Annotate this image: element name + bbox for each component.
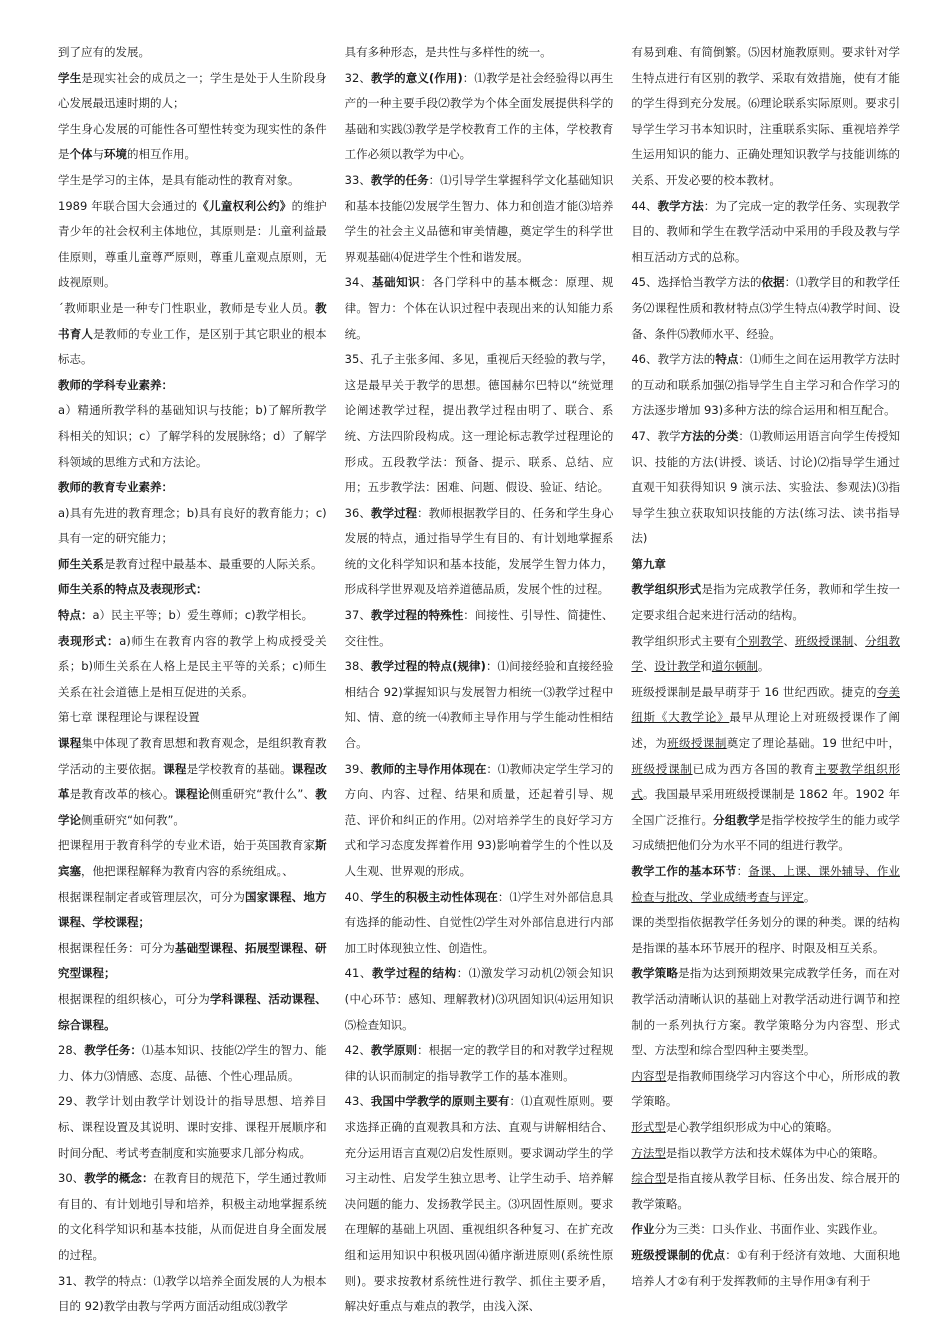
text-run: 奠定了理论基础。19 世纪中叶，: [726, 736, 901, 751]
text-run: 教学组织形式主要有: [631, 633, 737, 648]
text-run: 、: [783, 633, 796, 648]
bold-text-run: 第九章: [631, 556, 666, 571]
paragraph: [631, 961, 900, 1063]
text-run: 46、教学方法的: [631, 352, 716, 367]
text-run: 、: [642, 659, 655, 674]
bold-text-run: 教学原则: [370, 1043, 418, 1058]
paragraph: [58, 629, 327, 706]
text-run: 。: [757, 659, 770, 674]
bold-text-run: 个体: [69, 147, 93, 162]
text-run: 44、: [631, 198, 658, 213]
text-run: 37、: [344, 608, 371, 623]
bold-text-run: 斯宾塞: [58, 838, 327, 878]
underlined-text-run: 形式型: [631, 1119, 666, 1134]
paragraph: [58, 731, 327, 833]
paragraph: [58, 117, 327, 168]
text-run: a)具有先进的教育理念；b)具有良好的教育能力；c)具有一定的研究能力；: [58, 505, 327, 546]
text-run: 31、教学的特点：⑴教学以培养全面发展的人为根本目的 92)教学由教与学两方面活动组成⑶教学: [58, 1273, 327, 1314]
paragraph: [345, 885, 614, 962]
paragraph: [58, 885, 327, 936]
text-run: ：⑴教学是社会经验得以再生产的一种主要手段⑵教学为个体全面发展提供科学的基础和实践⑶教学是学校教育工作的主体，学校教育工作必须以教学为中心。: [344, 70, 614, 162]
paragraph: [631, 270, 900, 347]
bold-text-run: 我国中学教学的原则主要有: [370, 1094, 510, 1109]
text-run: 的相互作用。: [127, 147, 196, 162]
paragraph: [58, 194, 327, 296]
text-run: 38、: [344, 659, 371, 674]
underlined-text-run: 夸美纽斯《大教学论》: [631, 684, 901, 725]
text-run: a)师生在教育内容的教学上构成授受关系；b)师生关系在人格上是民主平等的关系；c)师生关系在社会道德上是相互促进的关系。: [58, 633, 327, 699]
paragraph: [345, 654, 614, 756]
paragraph: [345, 757, 614, 885]
paragraph: [345, 270, 614, 347]
paragraph: [58, 1166, 327, 1268]
text-run: ：间接性、引导性、简捷性、交往性。: [344, 608, 614, 648]
text-run: ：⑴引导学生掌握科学文化基础知识和基本技能⑵发展学生智力、体力和创造才能⑶培养学生的社会主义品德和审美情趣，奠定学生的科学世界观基础⑷促进学生个性和谐发展。: [344, 172, 614, 264]
text-column-2: [345, 40, 614, 1330]
text-run: ：: [736, 864, 749, 878]
text-run: 分为三类：口头作业、书面作业、实践作业。: [654, 1222, 885, 1237]
bold-text-run: 教师的学科专业素养：: [58, 377, 173, 392]
text-run: 最早从理论上对班级授课作了阐述，为: [631, 710, 901, 751]
text-run: 侧重研究“如何教”。: [81, 812, 185, 827]
text-run: 是指学校按学生的能力或学习成绩把他们分为水平不同的组进行教学。: [631, 812, 901, 853]
text-run: 集中体现了教育思想和教育观念，是组织教育教学活动的主要依据。: [58, 736, 327, 776]
paragraph: [58, 501, 327, 552]
paragraph: [58, 475, 327, 501]
text-run: 32、: [344, 70, 371, 85]
bold-text-run: 师生关系的特点及表现形式：: [58, 582, 208, 597]
text-run: 。: [803, 889, 816, 904]
text-run: 是学校教育的基础。: [186, 761, 292, 776]
text-run: ：⑴教师决定学生学习的方向、内容、过程、结果和质量，还起着引导、规范、评价和纠正的作用。⑵对培养学生的良好学习方式和学习态度发挥着作用 93)影响着学生的个性以及人生观、世界观的形成。: [344, 761, 614, 878]
text-run: 在教育目的规范下，学生通过教师有目的、有计划地引导和培养，积极主动地掌握系统的文化科学知识和基本技能，从而促进自身全面发展的过程。: [58, 1171, 327, 1262]
paragraph: [631, 680, 900, 859]
text-run: 的维护青少年的社会权利主体地位，其原则是：儿童利益最佳原则，尊重儿童尊严原则，尊重儿童观点原则，无歧视原则。: [58, 198, 327, 290]
bold-text-run: 国家课程、地方课程、学校课程；: [58, 889, 327, 930]
underlined-text-run: 道尔顿制: [711, 659, 758, 674]
text-run: 是教师的专业工作，是区别于其它职业的根本标志。: [58, 326, 327, 367]
bold-text-run: 教学工作的基本环节: [631, 864, 737, 878]
underlined-text-run: 班级授课制: [667, 736, 727, 751]
bold-text-run: 方法的分类: [680, 428, 739, 443]
paragraph: [345, 66, 614, 168]
text-run: 课的类型指依据教学任务划分的课的种类。课的结构是指课的基本环节展开的程序、时限及相互关系。: [631, 915, 901, 955]
paragraph: [631, 1141, 900, 1167]
text-run: 班级授课制是最早萌芽于 16 世纪西欧。捷克的: [631, 684, 877, 699]
bold-text-run: 师生关系: [58, 556, 104, 571]
bold-text-run: 依据: [761, 275, 785, 290]
text-run: ：⑴教学目的和教学任务⑵课程性质和教材特点⑶学生特点⑷教学时间、设备、条件⑸教师水平、经验。: [631, 275, 901, 341]
text-run: 43、: [344, 1094, 371, 1109]
paragraph: [631, 194, 900, 271]
text-run: 根据课程的组织核心，可分为: [58, 991, 210, 1006]
bold-text-run: 班级授课制的优点: [631, 1247, 726, 1262]
paragraph: [631, 347, 900, 424]
text-run: 侧重研究“教什么”、: [209, 787, 316, 802]
text-run: 根据课程制定者或管理层次，可分为: [58, 889, 246, 904]
text-run: 已成为西方各国的教育: [692, 761, 816, 776]
text-run: 是指直接从教学目标、任务出发、综合展开的教学策略。: [631, 1171, 901, 1211]
paragraph: [58, 398, 327, 475]
underlined-text-run: 班级授课制: [795, 633, 854, 648]
bold-text-run: 基础型课程、拓展型课程、研究型课程；: [58, 940, 327, 981]
text-run: a）精通所教学科的基础知识与技能；b)了解所教学科相关的知识；c）了解学科的发展脉络；d）了解学科领域的思维方式和方法论。: [58, 403, 327, 469]
paragraph: [58, 1269, 327, 1320]
text-run: ˊ教师职业是一种专门性职业，教师是专业人员。: [58, 300, 316, 315]
paragraph: [345, 961, 614, 1038]
text-run: 根据课程任务：可分为: [58, 940, 175, 955]
underlined-text-run: 设计教学: [654, 659, 701, 674]
text-run: 33、: [344, 172, 371, 187]
text-run: 是现实社会的成员之一；学生是处于人生阶段身心发展最迅速时期的人；: [58, 70, 327, 111]
text-run: ：⑴直观性原则。要求选择正确的直观教具和方法、直观与讲解相结合、充分运用语言直观⑵启发性原则。要求调动学生的学习主动性、启发学生独立思考、让学生动手、培养解决问题的能力、发扬教学民主。⑶巩固性原则。要求在理解的基础上巩固、重视组织各种复习、在扩充改组和运用知识中积极巩固⑷循序渐进原则(系统性原则)。要求按教材系统性进行教学、抓住主要矛盾，解决好重点与难点的教学，由浅入深、: [344, 1094, 614, 1314]
paragraph: [631, 910, 900, 961]
underlined-text-run: 班级授课制: [631, 761, 693, 776]
paragraph: [631, 424, 900, 552]
paragraph: [58, 577, 327, 603]
bold-text-run: 教学组织形式: [631, 582, 702, 597]
text-run: 。我国最早采用班级授课制是 1862 年。1902 年全国广泛推行。: [631, 787, 901, 827]
bold-text-run: 教学的任务: [370, 172, 429, 187]
text-run: 28、: [58, 1043, 85, 1058]
bold-text-run: 作业: [631, 1222, 655, 1237]
text-run: 47、教学: [631, 428, 681, 443]
paragraph: [58, 833, 327, 884]
paragraph: [58, 40, 327, 66]
bold-text-run: 教学策略: [631, 966, 679, 981]
text-run: 到了应有的发展。: [58, 45, 150, 59]
bold-text-run: 教学任务：: [84, 1043, 142, 1058]
text-run: 与: [92, 147, 104, 162]
bold-text-run: 表现形式：: [58, 633, 120, 648]
underlined-text-run: 综合型: [631, 1171, 667, 1186]
text-run: ：⑴教师运用语言向学生传授知识、技能的方法(讲授、谈话、讨论)⑵指导学生通过直观干知获得知识 9 演示法、实验法、参观法)⑶指导学生独立获取知识技能的方法(练习法、读书指导法): [631, 428, 901, 546]
text-run: 是心教学组织形成为中心的策略。: [665, 1119, 839, 1134]
text-run: 1989 年联合国大会通过的: [58, 198, 198, 213]
text-run: 36、: [344, 505, 371, 520]
text-run: 是指为达到预期效果完成教学任务，而在对教学活动清晰认识的基础上对教学活动进行调节和控制的一系列执行方案。教学策略分为内容型、形式型、方法型和综合型四种主要类型。: [631, 966, 901, 1058]
text-run: 39、: [344, 761, 371, 776]
bold-text-run: 环境: [104, 147, 127, 162]
bold-text-run: 学科课程、活动课程、综合课程。: [58, 991, 327, 1032]
text-run: 是指为完成教学任务，教师和学生按一定要求组合起来进行活动的结构。: [631, 582, 901, 623]
text-run: 是指教师围绕学习内容这个中心，所形成的教学策略。: [631, 1068, 901, 1109]
text-run: 42、: [344, 1043, 371, 1058]
bold-text-run: 基础知识: [372, 275, 421, 290]
paragraph: [58, 705, 327, 731]
paragraph: [58, 373, 327, 399]
bold-text-run: 特点: [715, 352, 739, 367]
text-run: a）民主平等；b）爱生尊师；c)教学相长。: [92, 608, 314, 623]
text-run: 第七章 课程理论与课程设置: [58, 710, 200, 725]
paragraph: [631, 1115, 900, 1141]
bold-text-run: 教师的教育专业素养：: [58, 480, 173, 495]
text-run: 是教育过程中最基本、最重要的人际关系。: [104, 556, 323, 571]
text-run: ：教师根据教学目的、任务和学生身心发展的特点，通过指导学生有目的、有计划地掌握系统的文化科学知识和基本技能，发展学生智力体力，形成科学世界观及培养道德品质，发展个性的过程。: [344, 505, 614, 597]
paragraph: [345, 1089, 614, 1319]
paragraph: [58, 603, 327, 629]
underlined-text-run: 主要教学组织形式: [631, 761, 901, 802]
text-run: 学生是学习的主体，是具有能动性的教育对象。: [58, 172, 300, 187]
text-run: ：⑴激发学习动机⑵领会知识(中心环节：感知、理解教材)⑶巩固知识⑷运用知识⑸检查知识。: [344, 966, 614, 1032]
text-column-1: [58, 40, 327, 1330]
paragraph: [631, 1243, 900, 1294]
paragraph: [58, 66, 327, 117]
paragraph: [631, 1217, 900, 1243]
text-run: 学生身心发展的可能性各可塑性转变为现实性的条件是: [58, 121, 327, 162]
bold-text-run: 学生的积极主动性体现在: [370, 889, 498, 904]
paragraph: [631, 552, 900, 578]
underlined-text-run: 内容型: [631, 1068, 667, 1083]
text-column-3: [631, 40, 900, 1330]
bold-text-run: 分组教学: [713, 812, 760, 827]
bold-text-run: 教学的概念：: [84, 1171, 154, 1186]
paragraph: [345, 40, 614, 66]
paragraph: [58, 168, 327, 194]
paragraph: [345, 501, 614, 603]
paragraph: [345, 347, 614, 501]
paragraph: [631, 1166, 900, 1217]
text-run: 30、: [58, 1171, 85, 1186]
text-run: 34、: [344, 275, 372, 290]
underlined-text-run: 个别教学: [736, 633, 784, 648]
text-run: 是教育改革的核心。: [69, 787, 175, 802]
paragraph: [345, 603, 614, 654]
bold-text-run: 教学过程的结构: [372, 966, 457, 981]
text-run: 和: [700, 659, 712, 674]
paragraph: [58, 987, 327, 1038]
text-run: ：⑴师生之间在运用教学方法时的互动和联系加强⑵指导学生自主学习和合作学习的方法逐步增加 93)多种方法的综合运用和相互配合。: [631, 352, 901, 418]
paragraph: [345, 168, 614, 270]
bold-text-run: 教学过程的特点(规律): [370, 659, 486, 674]
bold-text-run: 《儿童权利公约》: [197, 198, 292, 213]
text-run: ⑴基本知识、技能⑵学生的智力、能力、体力⑶情感、态度、品德、个性心理品质。: [58, 1043, 327, 1083]
text-run: 把课程用于教育科学的专业术语，始于英国教育家: [58, 838, 316, 853]
text-run: ：⑴学生对外部信息具有选择的能动性、自觉性⑵学生对外部信息进行内部加工时体现独立性、创造性。: [344, 889, 614, 955]
paragraph: [58, 552, 327, 578]
paragraph: [631, 859, 900, 910]
paragraph: [631, 629, 900, 680]
bold-text-run: 教学过程: [370, 505, 418, 520]
text-run: ，他把课程解释为教育内容的系统组成。、: [81, 864, 294, 878]
bold-text-run: 课程改革: [58, 761, 327, 802]
text-run: ：①有利于经济有效地、大面积地培养人才②有利于发挥教师的主导作用③有利于: [631, 1247, 901, 1288]
underlined-text-run: 备课、上课、课外辅导、作业检查与批改、学业成绩考查与评定: [631, 864, 901, 904]
bold-text-run: 教学过程的特殊性: [370, 608, 464, 623]
bold-text-run: 教书育人: [58, 300, 327, 341]
text-run: 29、教学计划由教学计划设计的指导思想、培养目标、课程设置及其说明、课时安排、课程开展顺序和时间分配、考试考查制度和实施要求几部分构成。: [58, 1094, 327, 1160]
bold-text-run: 课程论: [174, 787, 210, 802]
paragraph: [58, 1038, 327, 1089]
text-run: ：根据一定的教学目的和对教学过程规律的认识而制定的指导教学工作的基本准则。: [344, 1043, 614, 1083]
bold-text-run: 教学论: [58, 787, 327, 827]
bold-text-run: 教学的意义(作用): [370, 70, 463, 85]
paragraph: [345, 1038, 614, 1089]
bold-text-run: 特点：: [58, 608, 93, 623]
text-run: 41、: [344, 966, 372, 981]
text-run: ：各门学科中的基本概念：原理、规律。智力：个体在认识过程中表现出来的认知能力系统。: [344, 275, 614, 341]
bold-text-run: 课程: [58, 736, 82, 751]
paragraph: [58, 1089, 327, 1166]
bold-text-run: 教师的主导作用体现在: [370, 761, 487, 776]
bold-text-run: 学生: [58, 70, 82, 85]
text-run: ：为了完成一定的教学任务、实现教学目的、教师和学生在教学活动中采用的手段及教与学相互活动方式的总称。: [631, 198, 901, 264]
underlined-text-run: 分组教学: [631, 633, 901, 674]
text-run: ：⑴间接经验和直接经验相结合 92)掌握知识与发展智力相统一⑶教学过程中知、情、意的统一⑷教师主导作用与学生能动性相结合。: [344, 659, 614, 751]
paragraph: [631, 577, 900, 628]
text-run: 是指以教学方法和技术媒体为中心的策略。: [665, 1145, 885, 1160]
paragraph: [58, 296, 327, 373]
text-run: 45、选择恰当教学方法的: [631, 275, 762, 290]
text-run: 35、孔子主张多闻、多见，重视后天经验的教与学，这是最早关于教学的思想。德国赫尔巴特以“统觉理论阐述教学过程，提出教学过程由明了、联合、系统、方法四阶段构成。这一理论标志教学过程理论的形成。五段教学法：预备、提示、联系、总结、应用；五步教学法：困难、问题、假设、验证、结论。: [344, 352, 614, 495]
text-run: 40、: [344, 889, 371, 904]
underlined-text-run: 方法型: [631, 1145, 666, 1160]
paragraph: [631, 1064, 900, 1115]
paragraph: [631, 40, 900, 194]
text-run: 有易到难、有简倒繁。⑸因材施教原则。要求针对学生特点进行有区别的教学、采取有效措施，使有才能的学生得到充分发展。⑹理论联系实际原则。要求引导学生学习书本知识时，注重联系实际、重视培养学生运用知识的能力、正确处理知识教学与技能训练的关系、开发必要的校本教材。: [631, 45, 901, 187]
bold-text-run: 课程: [163, 761, 187, 776]
paragraph: [58, 936, 327, 987]
bold-text-run: 教学方法: [657, 198, 704, 213]
text-run: 具有多种形态，是共性与多样性的统一。: [344, 45, 552, 59]
text-run: 、: [853, 633, 866, 648]
